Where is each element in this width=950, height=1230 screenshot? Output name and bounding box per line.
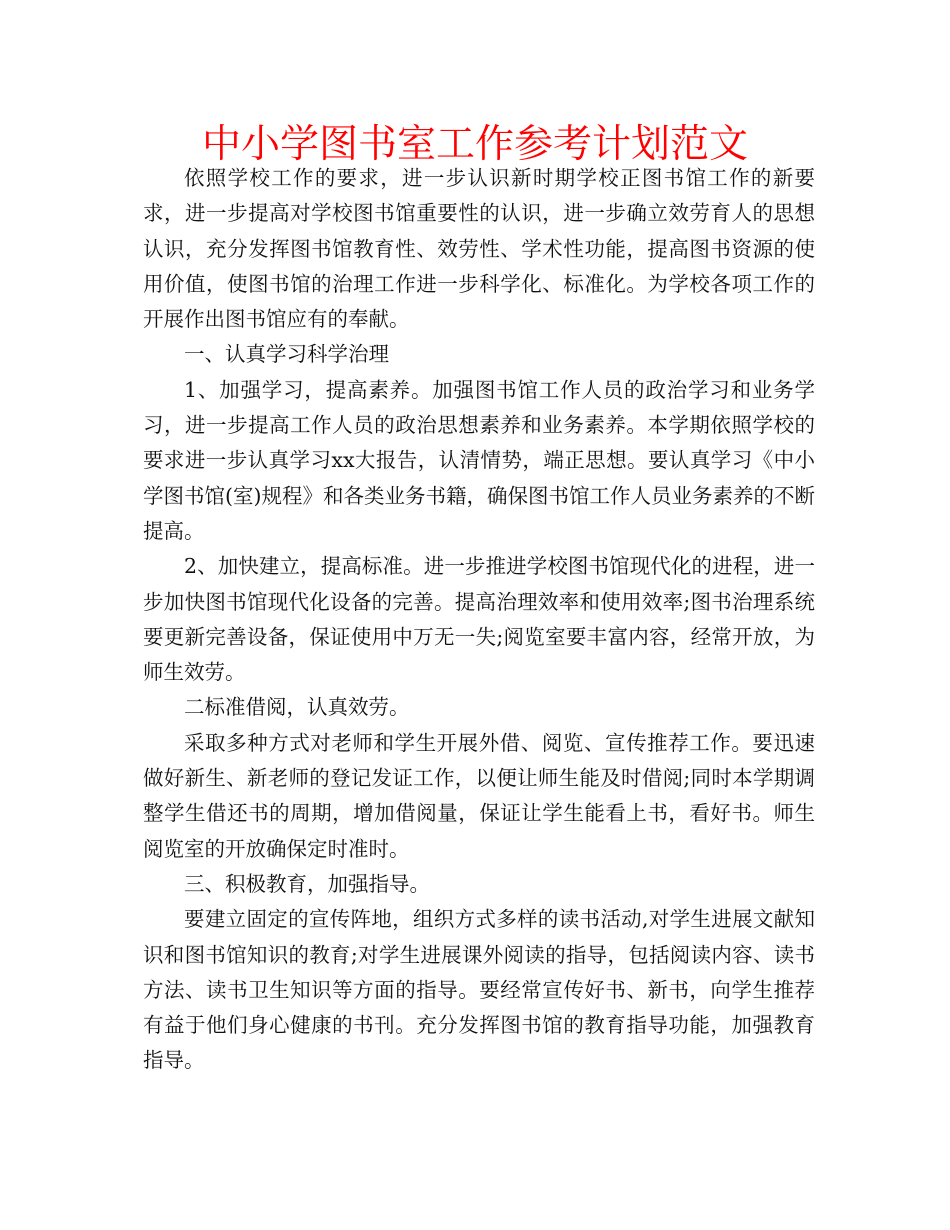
section-heading-2: 二标准借阅，认真效劳。: [184, 695, 410, 720]
paragraph-intro: 依照学校工作的要求，进一步认识新时期学校正图书馆工作的新要求，进一步提高对学校图书馆重要性的认识，进一步确立效劳育人的思想认识，充分发挥图书馆教育性、效劳性、学术性功能，提高图书资源的使用价值，使图书馆的治理工作进一步科学化、标准化。为学校各项工作的开展作出图书馆应有的奉献。: [143, 166, 815, 332]
paragraph-guidance: 要建立固定的宣传阵地，组织方式多样的读书活动,对学生进展文献知识和图书馆知识的教育;对学生进展课外阅读的指导，包括阅读内容、读书方法、读书卫生知识等方面的指导。要经常宣传好书、新书，向学生推荐有益于他们身心健康的书刊。充分发挥图书馆的教育指导功能，加强教育指导。: [143, 907, 815, 1073]
section-heading-3: 三、积极教育，加强指导。: [184, 871, 430, 896]
paragraph-study: 1、加强学习，提高素养。加强图书馆工作人员的政治学习和业务学习，进一步提高工作人员的政治思想素养和业务素养。本学期依照学校的要求进一步认真学习xx大报告，认清情势，端正思想。要认真学习《中小学图书馆(室)规程》和各类业务书籍，确保图书馆工作人员业务素养的不断提高。: [143, 377, 815, 543]
section-heading-1: 一、认真学习科学治理: [184, 342, 389, 367]
paragraph-construction: 2、加快建立，提高标准。进一步推进学校图书馆现代化的进程，进一步加快图书馆现代化设备的完善。提高治理效率和使用效率;图书治理系统要更新完善设备，保证使用中万无一失;阅览室要丰富内容，经常开放，为师生效劳。: [143, 554, 815, 685]
document-title: 中小学图书室工作参考计划范文: [201, 122, 748, 167]
paragraph-borrowing: 采取多种方式对老师和学生开展外借、阅览、宣传推荐工作。要迅速做好新生、新老师的登记发证工作，以便让师生能及时借阅;同时本学期调整学生借还书的周期，增加借阅量，保证让学生能看上书，看好书。师生阅览室的开放确保定时准时。: [143, 730, 815, 861]
document-body: [143, 161, 815, 1079]
